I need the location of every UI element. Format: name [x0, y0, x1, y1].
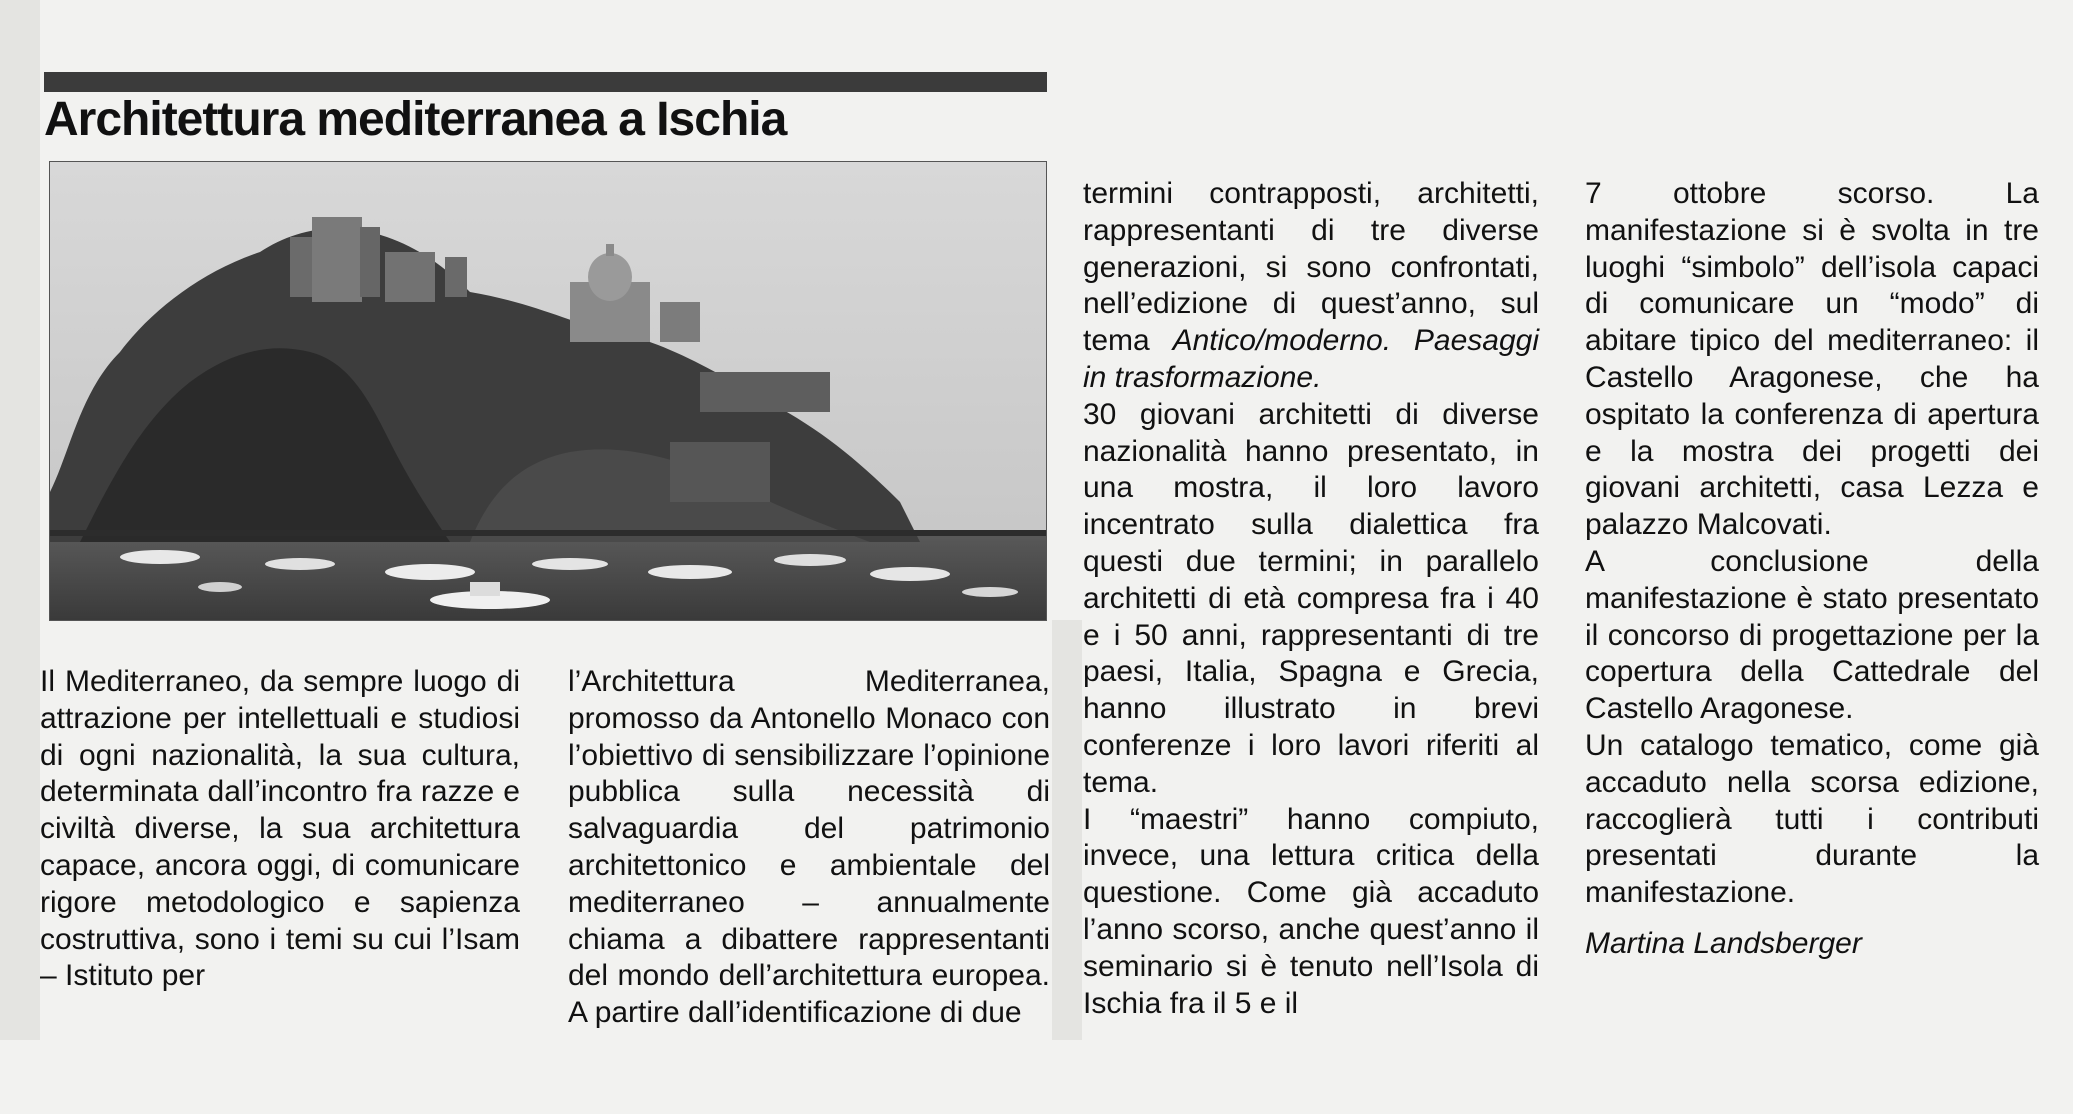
castle-photo: [49, 161, 1047, 621]
text-column-3: [1083, 176, 1539, 1022]
bleed-through-gutter: [1052, 620, 1082, 1040]
text-column-2: [568, 664, 1050, 1032]
text-column-1: [40, 664, 520, 995]
text-column-4: [1585, 176, 2039, 963]
paragraph: 30 giovani architetti di diverse nazionalità hanno presentato, in una mostra, il loro lavoro incentrato sulla dialettica fra questi due termini; in parallelo architetti di età compresa fra i 40 e i 50 anni, rappresentanti di tre paesi, Italia, Spagna e Grecia, hanno illustrato in brevi conferenze i loro lavori riferiti al tema.: [1083, 397, 1539, 799]
article-title: Architettura mediterranea a Ischia: [44, 93, 787, 146]
paragraph: 7 ottobre scorso. La manifestazione si è svolta in tre luoghi “simbolo” dell’isola capaci di comunicare un “modo” di abitare tipico del mediterraneo: il Castello Aragonese, che ha ospitato la conferenza di apertura e la mostra dei progetti dei giovani architetti, casa Lezza e palazzo Malcovati.: [1585, 177, 2039, 542]
paragraph: Il Mediterraneo, da sempre luogo di attrazione per intellettuali e studiosi di ogni nazionalità, la sua cultura, determinata dall’incontro fra razze e civiltà diverse, la sua architettura capace, ancora oggi, di comunicare rigore metodologico e sapienza costruttiva, sono i temi su cui l’Isam – Istituto per: [40, 665, 520, 993]
theme-title: Antico/moderno. Paesaggi in trasformazione.: [1083, 324, 1539, 394]
title-bar: [44, 72, 1047, 92]
paragraph: [1083, 176, 1539, 397]
paragraph: A conclusione della manifestazione è stato presentato il concorso di progettazione per la copertura della Cattedrale del Castello Aragonese.: [1585, 544, 2039, 726]
author-signature: Martina Landsberger: [1585, 926, 1862, 960]
paragraph: I “maestri” hanno compiuto, invece, una lettura critica della questione. Come già accaduto l’anno scorso, anche quest’anno il seminario si è tenuto nell’Isola di Ischia fra il 5 e il: [1083, 802, 1539, 1020]
paragraph: l’Architettura Mediterranea, promosso da Antonello Monaco con l’obiettivo di sensibilizzare l’opinione pubblica sulla necessità di salvaguardia del patrimonio architettonico e ambientale del mediterraneo – annualmente chiama a dibattere rappresentanti del mondo dell’architettura europea. A partire dall’identificazione di due: [568, 665, 1050, 1030]
body-text: termini contrapposti, architetti, rappresentanti di tre diverse generazioni, si sono confrontati, nell’edizione di quest’anno, sul tema: [1083, 177, 1539, 358]
bleed-through-left: [0, 0, 40, 1040]
bleed-through-top: [0, 0, 2073, 62]
paragraph: Un catalogo tematico, come già accaduto nella scorsa edizione, raccoglierà tutti i contributi presentati durante la manifestazione.: [1585, 728, 2039, 910]
